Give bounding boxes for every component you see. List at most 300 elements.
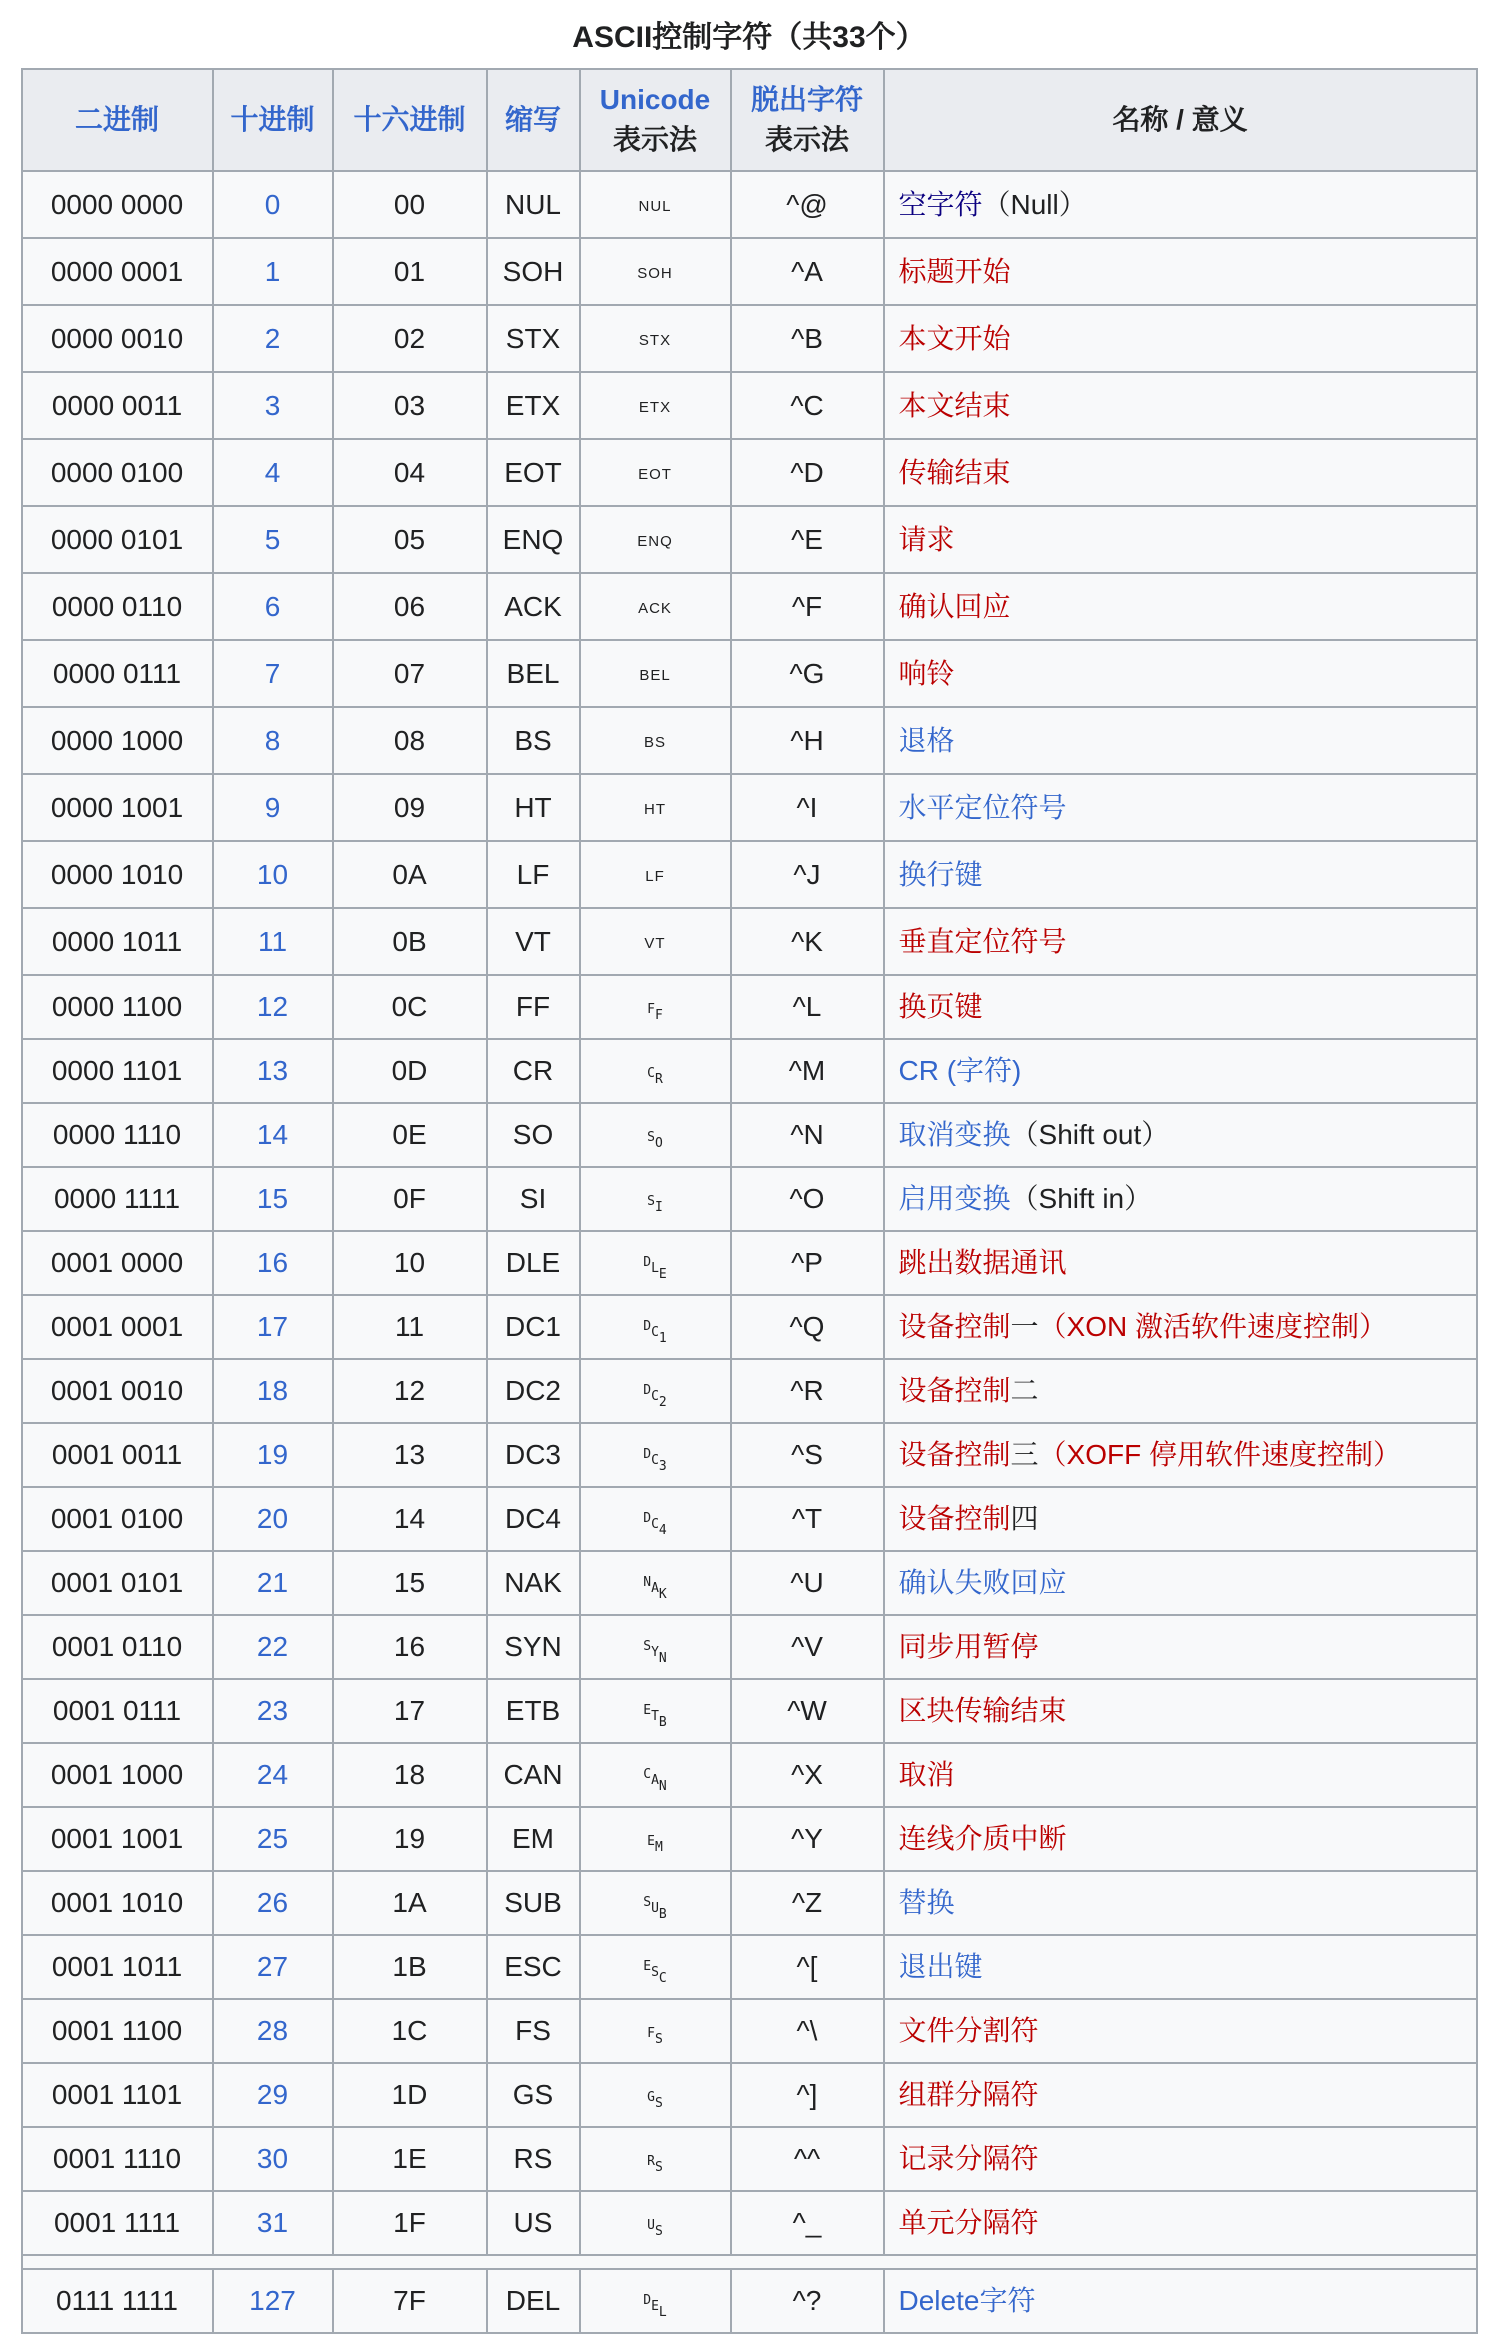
name-link[interactable]: 请求 xyxy=(898,523,955,555)
col-header-name xyxy=(884,69,1477,171)
cell-abbr: EOT xyxy=(487,439,580,506)
name-link[interactable]: 空字符 xyxy=(898,188,983,220)
table-caption: ASCII控制字符（共33个） xyxy=(572,21,926,54)
decimal-link[interactable]: 7 xyxy=(264,657,281,689)
control-picture-glyph xyxy=(643,1895,667,1922)
cell-escape: ^P xyxy=(731,1231,884,1295)
cell-escape: ^R xyxy=(731,1359,884,1423)
glyph-letter: A xyxy=(651,1773,659,1788)
control-picture-glyph: EOT xyxy=(638,466,672,483)
escape-header-link[interactable]: 脱出字符 xyxy=(750,84,863,115)
cell-unicode-glyph xyxy=(580,305,731,372)
cell-binary: 0001 1000 xyxy=(22,1743,213,1807)
cell-binary: 0000 0011 xyxy=(22,372,213,439)
decimal-link[interactable]: 26 xyxy=(256,1887,289,1918)
table-row xyxy=(22,1615,1477,1679)
cell-hex: 13 xyxy=(333,1423,487,1487)
control-picture-glyph xyxy=(647,1834,663,1855)
decimal-link[interactable]: 15 xyxy=(256,1183,289,1214)
decimal-link[interactable]: 2 xyxy=(264,322,281,354)
cell-decimal xyxy=(213,1615,333,1679)
cell-abbr: ETX xyxy=(487,372,580,439)
cell-escape: ^B xyxy=(731,305,884,372)
cell-binary: 0000 1110 xyxy=(22,1103,213,1167)
cell-abbr: SUB xyxy=(487,1871,580,1935)
name-link[interactable]: 设备控制 xyxy=(898,1375,1011,1406)
control-picture-glyph: BS xyxy=(643,734,666,751)
cell-name xyxy=(884,305,1477,372)
glyph-letter: C xyxy=(658,1971,667,1986)
name-plain-text: 三 xyxy=(1010,1439,1039,1470)
name-link[interactable]: 标题开始 xyxy=(898,255,1011,287)
decimal-link[interactable]: 5 xyxy=(264,523,281,555)
cell-hex: 0D xyxy=(333,1039,487,1103)
cell-decimal xyxy=(213,506,333,573)
control-picture-glyph xyxy=(647,1002,663,1023)
decimal-link[interactable]: 11 xyxy=(257,925,288,957)
name-header-label: 名称 / 意义 xyxy=(1112,104,1248,135)
name-link[interactable]: 换行键 xyxy=(898,858,983,890)
cell-abbr: NUL xyxy=(487,171,580,238)
cell-decimal xyxy=(213,2269,333,2333)
name-link[interactable]: 取消变换 xyxy=(898,1119,1011,1150)
cell-decimal xyxy=(213,774,333,841)
cell-decimal xyxy=(213,1487,333,1551)
glyph-letter: R xyxy=(647,2154,655,2169)
table-body xyxy=(22,171,1477,2333)
cell-name xyxy=(884,1807,1477,1871)
control-picture-glyph: NUL xyxy=(638,198,672,215)
glyph-letter: F xyxy=(647,2026,655,2041)
name-link[interactable]: 单元分隔符 xyxy=(898,2207,1039,2238)
cell-binary: 0000 1111 xyxy=(22,1167,213,1231)
cell-name xyxy=(884,1487,1477,1551)
name-link[interactable]: 退格 xyxy=(898,724,955,756)
cell-binary: 0000 0110 xyxy=(22,573,213,640)
decimal-link[interactable]: 31 xyxy=(256,2207,289,2238)
name-link[interactable]: 连线介质中断 xyxy=(898,1823,1067,1854)
glyph-letter: F xyxy=(647,1002,655,1017)
cell-escape: ^[ xyxy=(731,1935,884,1999)
cell-decimal xyxy=(213,305,333,372)
control-picture-glyph: STX xyxy=(638,332,672,349)
glyph-letter: S xyxy=(643,1639,652,1654)
cell-escape: ^N xyxy=(731,1103,884,1167)
cell-unicode-glyph xyxy=(580,1807,731,1871)
cell-hex: 07 xyxy=(333,640,487,707)
control-picture-glyph xyxy=(643,1383,667,1410)
decimal-link[interactable]: 14 xyxy=(256,1119,289,1150)
decimal-link[interactable]: 16 xyxy=(256,1247,289,1278)
name-link[interactable]: Delete字符 xyxy=(898,2285,1036,2316)
table-row xyxy=(22,171,1477,238)
cell-escape: ^V xyxy=(731,1615,884,1679)
cell-unicode-glyph xyxy=(580,908,731,975)
cell-binary: 0000 0001 xyxy=(22,238,213,305)
table-row xyxy=(22,1807,1477,1871)
glyph-letter: B xyxy=(658,1715,667,1730)
decimal-link[interactable]: 12 xyxy=(256,991,289,1022)
cell-decimal xyxy=(213,1551,333,1615)
abbr-header-link[interactable]: 缩写 xyxy=(504,104,561,135)
cell-name xyxy=(884,2127,1477,2191)
decimal-link[interactable]: 28 xyxy=(256,2015,289,2046)
cell-unicode-glyph xyxy=(580,1039,731,1103)
name-plain-text: 二 xyxy=(1010,1375,1039,1406)
cell-hex: 05 xyxy=(333,506,487,573)
cell-unicode-glyph xyxy=(580,439,731,506)
glyph-letter: 1 xyxy=(658,1331,667,1346)
cell-binary: 0000 1001 xyxy=(22,774,213,841)
table-row xyxy=(22,1743,1477,1807)
name-link[interactable]: 文件分割符 xyxy=(898,2015,1039,2046)
name-link[interactable]: 取消 xyxy=(898,1759,955,1790)
cell-binary: 0000 0000 xyxy=(22,171,213,238)
name-link[interactable]: 跳出数据通讯 xyxy=(898,1247,1067,1278)
glyph-letter: U xyxy=(647,2218,655,2233)
table-row xyxy=(22,1487,1477,1551)
unicode-header-link[interactable]: Unicode xyxy=(599,84,711,115)
decimal-link[interactable]: 8 xyxy=(264,724,281,756)
col-header-decimal xyxy=(213,69,333,171)
name-link[interactable]: 设备控制 xyxy=(898,1439,1011,1470)
cell-unicode-glyph xyxy=(580,372,731,439)
name-plain-text: （Shift in） xyxy=(1010,1183,1153,1214)
cell-name xyxy=(884,439,1477,506)
name-link[interactable]: 垂直定位符号 xyxy=(898,925,1067,957)
cell-escape: ^^ xyxy=(731,2127,884,2191)
decimal-link[interactable]: 23 xyxy=(256,1695,289,1726)
cell-hex: 11 xyxy=(333,1295,487,1359)
cell-escape: ^D xyxy=(731,439,884,506)
decimal-link[interactable]: 22 xyxy=(256,1631,289,1662)
cell-hex: 14 xyxy=(333,1487,487,1551)
table-row xyxy=(22,506,1477,573)
decimal-link[interactable]: 27 xyxy=(256,1951,289,1982)
glyph-letter: M xyxy=(655,1840,663,1855)
cell-name xyxy=(884,1359,1477,1423)
decimal-link[interactable]: 20 xyxy=(256,1503,289,1534)
decimal-link[interactable]: 30 xyxy=(256,2143,289,2174)
table-row xyxy=(22,2063,1477,2127)
cell-name xyxy=(884,1743,1477,1807)
name-link[interactable]: （XON 激活软件速度控制） xyxy=(1038,1311,1387,1342)
cell-name xyxy=(884,1295,1477,1359)
cell-name xyxy=(884,1615,1477,1679)
glyph-letter: C xyxy=(651,1325,659,1340)
decimal-link[interactable]: 6 xyxy=(264,590,281,622)
cell-unicode-glyph xyxy=(580,1167,731,1231)
table-row xyxy=(22,1359,1477,1423)
glyph-letter: I xyxy=(655,1200,663,1215)
control-picture-glyph xyxy=(647,2090,663,2111)
name-plain-text: 四 xyxy=(1010,1503,1039,1534)
decimal-link[interactable]: 3 xyxy=(264,389,281,421)
col-header-escape xyxy=(731,69,884,171)
cell-escape: ^E xyxy=(731,506,884,573)
cell-decimal xyxy=(213,1103,333,1167)
glyph-letter: C xyxy=(651,1453,659,1468)
decimal-link[interactable]: 13 xyxy=(256,1055,289,1086)
cell-unicode-glyph xyxy=(580,1935,731,1999)
name-link[interactable]: 响铃 xyxy=(898,657,955,689)
unicode-header-sub: 表示法 xyxy=(612,124,697,155)
cell-name xyxy=(884,774,1477,841)
control-picture-glyph xyxy=(643,1319,667,1346)
cell-hex: 0B xyxy=(333,908,487,975)
glyph-letter: C xyxy=(651,1389,659,1404)
name-link[interactable]: 水平定位符号 xyxy=(898,791,1067,823)
cell-escape: ^T xyxy=(731,1487,884,1551)
cell-hex: 7F xyxy=(333,2269,487,2333)
table-row xyxy=(22,2269,1477,2333)
glyph-letter: S xyxy=(655,2032,663,2047)
cell-decimal xyxy=(213,640,333,707)
cell-name xyxy=(884,2191,1477,2255)
name-plain-text: 一 xyxy=(1010,1311,1039,1342)
decimal-link[interactable]: 9 xyxy=(264,791,281,823)
cell-name xyxy=(884,1039,1477,1103)
glyph-letter: B xyxy=(658,1907,667,1922)
glyph-letter: N xyxy=(658,1779,667,1794)
control-picture-glyph xyxy=(647,1130,663,1151)
control-picture-glyph xyxy=(643,1255,667,1282)
decimal-header-link[interactable]: 十进制 xyxy=(230,104,315,135)
cell-binary: 0000 1101 xyxy=(22,1039,213,1103)
cell-unicode-glyph xyxy=(580,1615,731,1679)
control-picture-glyph xyxy=(647,2218,663,2239)
name-link[interactable]: 设备控制 xyxy=(898,1311,1011,1342)
cell-hex: 1D xyxy=(333,2063,487,2127)
cell-hex: 0E xyxy=(333,1103,487,1167)
cell-escape: ^W xyxy=(731,1679,884,1743)
cell-hex: 15 xyxy=(333,1551,487,1615)
cell-binary: 0001 1001 xyxy=(22,1807,213,1871)
glyph-letter: Y xyxy=(651,1645,659,1660)
cell-binary: 0000 0100 xyxy=(22,439,213,506)
cell-abbr: DC2 xyxy=(487,1359,580,1423)
table-row xyxy=(22,1679,1477,1743)
col-header-binary xyxy=(22,69,213,171)
cell-unicode-glyph xyxy=(580,238,731,305)
cell-hex: 09 xyxy=(333,774,487,841)
cell-abbr: LF xyxy=(487,841,580,908)
decimal-link[interactable]: 18 xyxy=(256,1375,289,1406)
cell-decimal xyxy=(213,171,333,238)
control-picture-glyph xyxy=(643,1703,667,1730)
name-link[interactable]: 确认回应 xyxy=(898,590,1011,622)
name-link[interactable]: 换页键 xyxy=(898,991,983,1022)
cell-abbr: SOH xyxy=(487,238,580,305)
cell-binary: 0001 0111 xyxy=(22,1679,213,1743)
cell-name xyxy=(884,640,1477,707)
cell-hex: 1C xyxy=(333,1999,487,2063)
name-link[interactable]: 确认失败回应 xyxy=(898,1567,1067,1598)
cell-hex: 02 xyxy=(333,305,487,372)
decimal-link[interactable]: 127 xyxy=(249,2285,296,2316)
name-link[interactable]: 设备控制 xyxy=(898,1503,1011,1534)
cell-decimal xyxy=(213,1359,333,1423)
control-picture-glyph xyxy=(647,2026,663,2047)
decimal-link[interactable]: 19 xyxy=(256,1439,289,1470)
name-link[interactable]: 传输结束 xyxy=(898,456,1011,488)
cell-abbr: RS xyxy=(487,2127,580,2191)
cell-abbr: DC1 xyxy=(487,1295,580,1359)
cell-escape: ^] xyxy=(731,2063,884,2127)
cell-binary: 0000 1011 xyxy=(22,908,213,975)
cell-abbr: FF xyxy=(487,975,580,1039)
cell-name xyxy=(884,1999,1477,2063)
cell-decimal xyxy=(213,1807,333,1871)
cell-escape: ^H xyxy=(731,707,884,774)
glyph-letter: N xyxy=(658,1651,667,1666)
glyph-letter: N xyxy=(643,1575,652,1590)
cell-hex: 1E xyxy=(333,2127,487,2191)
cell-hex: 19 xyxy=(333,1807,487,1871)
cell-decimal xyxy=(213,238,333,305)
cell-name xyxy=(884,908,1477,975)
col-header-abbr xyxy=(487,69,580,171)
decimal-link[interactable]: 1 xyxy=(264,255,281,287)
name-link[interactable]: 替换 xyxy=(898,1887,955,1918)
glyph-letter: R xyxy=(655,1072,663,1087)
control-picture-glyph xyxy=(643,1511,667,1538)
cell-binary: 0001 1101 xyxy=(22,2063,213,2127)
cell-binary: 0001 0110 xyxy=(22,1615,213,1679)
name-link[interactable]: 同步用暂停 xyxy=(898,1631,1039,1662)
cell-escape: ^Y xyxy=(731,1807,884,1871)
glyph-letter: A xyxy=(651,1581,659,1596)
glyph-letter: S xyxy=(651,1965,659,1980)
table-row xyxy=(22,1423,1477,1487)
glyph-letter: E xyxy=(647,1834,655,1849)
cell-abbr: ENQ xyxy=(487,506,580,573)
cell-hex: 1F xyxy=(333,2191,487,2255)
cell-unicode-glyph xyxy=(580,1487,731,1551)
header-row xyxy=(22,69,1477,171)
binary-header-link[interactable]: 二进制 xyxy=(74,104,159,135)
glyph-letter: D xyxy=(643,1447,652,1462)
control-picture-glyph xyxy=(643,1767,667,1794)
cell-abbr: GS xyxy=(487,2063,580,2127)
control-picture-glyph xyxy=(643,1639,667,1666)
cell-abbr: SO xyxy=(487,1103,580,1167)
decimal-link[interactable]: 4 xyxy=(264,456,281,488)
cell-name xyxy=(884,975,1477,1039)
hex-header-link[interactable]: 十六进制 xyxy=(353,104,466,135)
table-row xyxy=(22,1999,1477,2063)
name-link[interactable]: （XOFF 停用软件速度控制） xyxy=(1038,1439,1401,1470)
cell-unicode-glyph xyxy=(580,171,731,238)
name-link[interactable]: 区块传输结束 xyxy=(898,1695,1067,1726)
decimal-link[interactable]: 21 xyxy=(256,1567,289,1598)
name-link[interactable]: CR (字符) xyxy=(898,1055,1022,1086)
cell-binary: 0001 1100 xyxy=(22,1999,213,2063)
name-link[interactable]: 退出键 xyxy=(898,1951,983,1982)
control-picture-glyph xyxy=(643,1447,667,1474)
glyph-letter: T xyxy=(651,1709,659,1724)
table-row xyxy=(22,1551,1477,1615)
table-row xyxy=(22,1103,1477,1167)
glyph-letter: D xyxy=(643,1255,652,1270)
table-row xyxy=(22,238,1477,305)
cell-hex: 00 xyxy=(333,171,487,238)
name-link[interactable]: 启用变换 xyxy=(898,1183,1011,1214)
glyph-letter: 3 xyxy=(658,1459,667,1474)
cell-abbr: ACK xyxy=(487,573,580,640)
cell-binary: 0001 0000 xyxy=(22,1231,213,1295)
cell-abbr: SI xyxy=(487,1167,580,1231)
table-row xyxy=(22,1039,1477,1103)
cell-unicode-glyph xyxy=(580,573,731,640)
col-header-unicode xyxy=(580,69,731,171)
cell-unicode-glyph xyxy=(580,506,731,573)
control-picture-glyph xyxy=(647,1066,663,1087)
cell-abbr: CR xyxy=(487,1039,580,1103)
glyph-letter: G xyxy=(647,2090,655,2105)
cell-unicode-glyph xyxy=(580,1295,731,1359)
control-picture-glyph: ENQ xyxy=(637,533,673,550)
cell-unicode-glyph xyxy=(580,1359,731,1423)
table-row xyxy=(22,774,1477,841)
cell-escape: ^I xyxy=(731,774,884,841)
cell-name xyxy=(884,1679,1477,1743)
cell-hex: 0A xyxy=(333,841,487,908)
ascii-control-table xyxy=(21,68,1478,2334)
decimal-link[interactable]: 29 xyxy=(256,2079,289,2110)
decimal-link[interactable]: 17 xyxy=(256,1311,289,1342)
cell-abbr: SYN xyxy=(487,1615,580,1679)
cell-abbr: DC3 xyxy=(487,1423,580,1487)
name-link[interactable]: 本文开始 xyxy=(898,322,1011,354)
table-row xyxy=(22,975,1477,1039)
cell-binary: 0111 1111 xyxy=(22,2269,213,2333)
glyph-letter: S xyxy=(655,2160,663,2175)
control-picture-glyph: HT xyxy=(644,801,666,818)
cell-unicode-glyph xyxy=(580,1743,731,1807)
decimal-link[interactable]: 25 xyxy=(256,1823,289,1854)
decimal-link[interactable]: 0 xyxy=(264,188,281,220)
glyph-letter: D xyxy=(643,1511,652,1526)
cell-name xyxy=(884,573,1477,640)
control-picture-glyph: VT xyxy=(644,935,666,952)
cell-escape: ^K xyxy=(731,908,884,975)
cell-hex: 17 xyxy=(333,1679,487,1743)
name-link[interactable]: 本文结束 xyxy=(898,389,1011,421)
name-link[interactable]: 记录分隔符 xyxy=(898,2143,1039,2174)
cell-unicode-glyph xyxy=(580,1871,731,1935)
cell-binary: 0000 0010 xyxy=(22,305,213,372)
decimal-link[interactable]: 24 xyxy=(256,1759,289,1790)
cell-name xyxy=(884,506,1477,573)
cell-unicode-glyph xyxy=(580,1103,731,1167)
glyph-letter: D xyxy=(643,1383,652,1398)
cell-binary: 0001 1010 xyxy=(22,1871,213,1935)
cell-decimal xyxy=(213,1167,333,1231)
table-row xyxy=(22,1231,1477,1295)
cell-unicode-glyph xyxy=(580,2127,731,2191)
glyph-letter: O xyxy=(655,1136,663,1151)
cell-abbr: NAK xyxy=(487,1551,580,1615)
cell-abbr: STX xyxy=(487,305,580,372)
cell-name xyxy=(884,1871,1477,1935)
decimal-link[interactable]: 10 xyxy=(256,858,289,890)
cell-binary: 0000 1100 xyxy=(22,975,213,1039)
cell-binary: 0001 0011 xyxy=(22,1423,213,1487)
cell-escape: ^O xyxy=(731,1167,884,1231)
name-link[interactable]: 组群分隔符 xyxy=(898,2079,1039,2110)
cell-decimal xyxy=(213,1423,333,1487)
